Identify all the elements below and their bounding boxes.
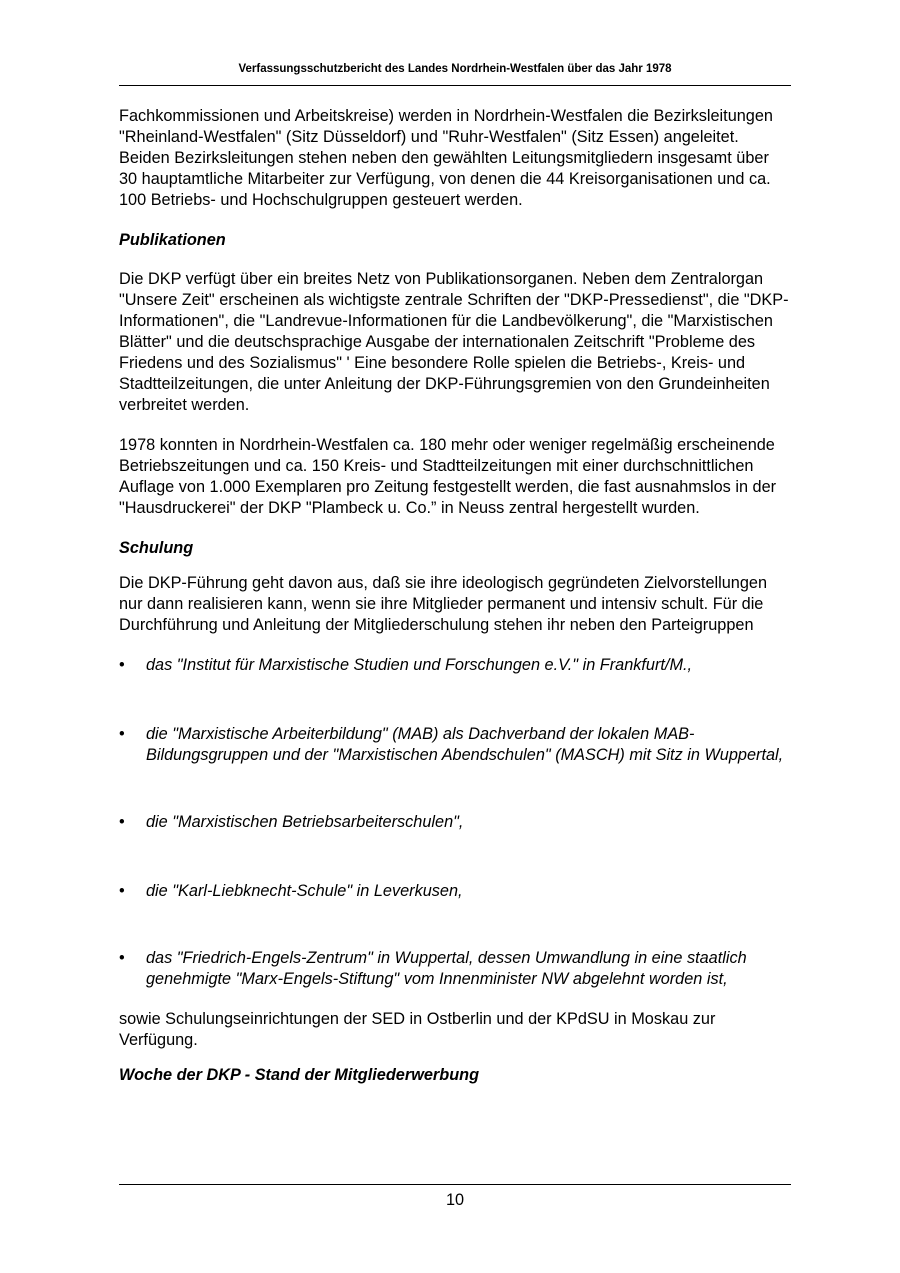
list-item xyxy=(119,948,791,990)
list-item xyxy=(119,724,791,766)
page-number: 10 xyxy=(445,1191,465,1209)
list-item-text: das "Institut für Marxistische Studien und Forschungen e.V." in Frankfurt/M., xyxy=(146,656,693,674)
bullet-icon: • xyxy=(119,656,125,674)
list-item-text: das "Friedrich-Engels-Zentrum" in Wuppertal, dessen Umwandlung in eine staatlich genehmigte "Marx-Engels-Stiftung" vom Innenminister NW abgelehnt worden ist, xyxy=(146,949,747,988)
list-item xyxy=(119,812,791,833)
list-item-text: die "Karl-Liebknecht-Schule" in Leverkusen, xyxy=(146,882,463,900)
schulung-paragraph: Die DKP-Führung geht davon aus, daß sie ihre ideologisch gegründeten Zielvorstellungen nur dann realisieren kann, wenn sie ihre Mitglieder permanent und intensiv schult. Für die Durchführung und Anleitung der Mitgliederschulung stehen ihr neben den Parteigruppen xyxy=(119,574,768,634)
footer-rule xyxy=(119,1184,791,1185)
section-heading-publikationen: Publikationen xyxy=(119,231,226,249)
list-item-text: die "Marxistische Arbeiterbildung" (MAB) als Dachverband der lokalen MAB-Bildungsgruppen und der "Marxistischen Abendschulen" (MASCH) mit Sitz in Wuppertal, xyxy=(146,725,784,764)
bullet-icon: • xyxy=(119,882,125,900)
list-item xyxy=(119,655,791,676)
publikationen-paragraph-2: 1978 konnten in Nordrhein-Westfalen ca. 180 mehr oder weniger regelmäßig erscheinende Betriebszeitungen und ca. 150 Kreis- und Stadtteilzeitungen mit einer durchschnittlichen Auflage von 1.000 Exemplaren pro Zeitung festgestellt werden, die fast ausnahmslos in der "Hausdruckerei" der DKP "Plambeck u. Co.” in Neuss zentral hergestellt wurden. xyxy=(119,436,777,517)
section-heading-schulung: Schulung xyxy=(119,539,194,557)
publikationen-paragraph-1: Die DKP verfügt über ein breites Netz von Publikationsorganen. Neben dem Zentralorgan "Unsere Zeit" erscheinen als wichtigste zentrale Schriften der "DKP-Pressedienst", die "DKP-Informationen", die "Landrevue-Informationen für die Landbevölkerung", die "Marxistischen Blätter" und die deutschsprachige Ausgabe der internationalen Zeitschrift "Probleme des Friedens und des Sozialismus" ' Eine besondere Rolle spielen die Betriebs-, Kreis- und Stadtteilzeitungen, die unter Anleitung der DKP-Führungsgremien von den Grundeinheiten verbreitet werden. xyxy=(119,270,789,414)
bullet-icon: • xyxy=(119,725,125,743)
schulung-closing-paragraph: sowie Schulungseinrichtungen der SED in Ostberlin und der KPdSU in Moskau zur Verfügung. xyxy=(119,1010,716,1049)
bullet-icon: • xyxy=(119,813,125,831)
running-header: Verfassungsschutzbericht des Landes Nordrhein-Westfalen über das Jahr 1978 xyxy=(238,63,672,75)
header-rule xyxy=(119,85,791,86)
intro-paragraph: Fachkommissionen und Arbeitskreise) werden in Nordrhein-Westfalen die Bezirksleitungen "Rheinland-Westfalen" (Sitz Düsseldorf) und "Ruhr-Westfalen" (Sitz Essen) angeleitet. Beiden Bezirksleitungen stehen neben den gewählten Leitungsmitgliedern insgesamt über 30 hauptamtliche Mitarbeiter zur Verfügung, von denen die 44 Kreisorganisationen und ca. 100 Betriebs- und Hochschulgruppen gesteuert werden. xyxy=(119,107,773,209)
list-item-text: die "Marxistischen Betriebsarbeiterschulen", xyxy=(146,813,464,831)
page-body xyxy=(119,106,791,1086)
section-heading-woche-der-dkp: Woche der DKP - Stand der Mitgliederwerbung xyxy=(119,1066,480,1084)
schulung-bullet-list xyxy=(119,655,791,990)
list-item xyxy=(119,881,791,902)
bullet-icon: • xyxy=(119,949,125,967)
